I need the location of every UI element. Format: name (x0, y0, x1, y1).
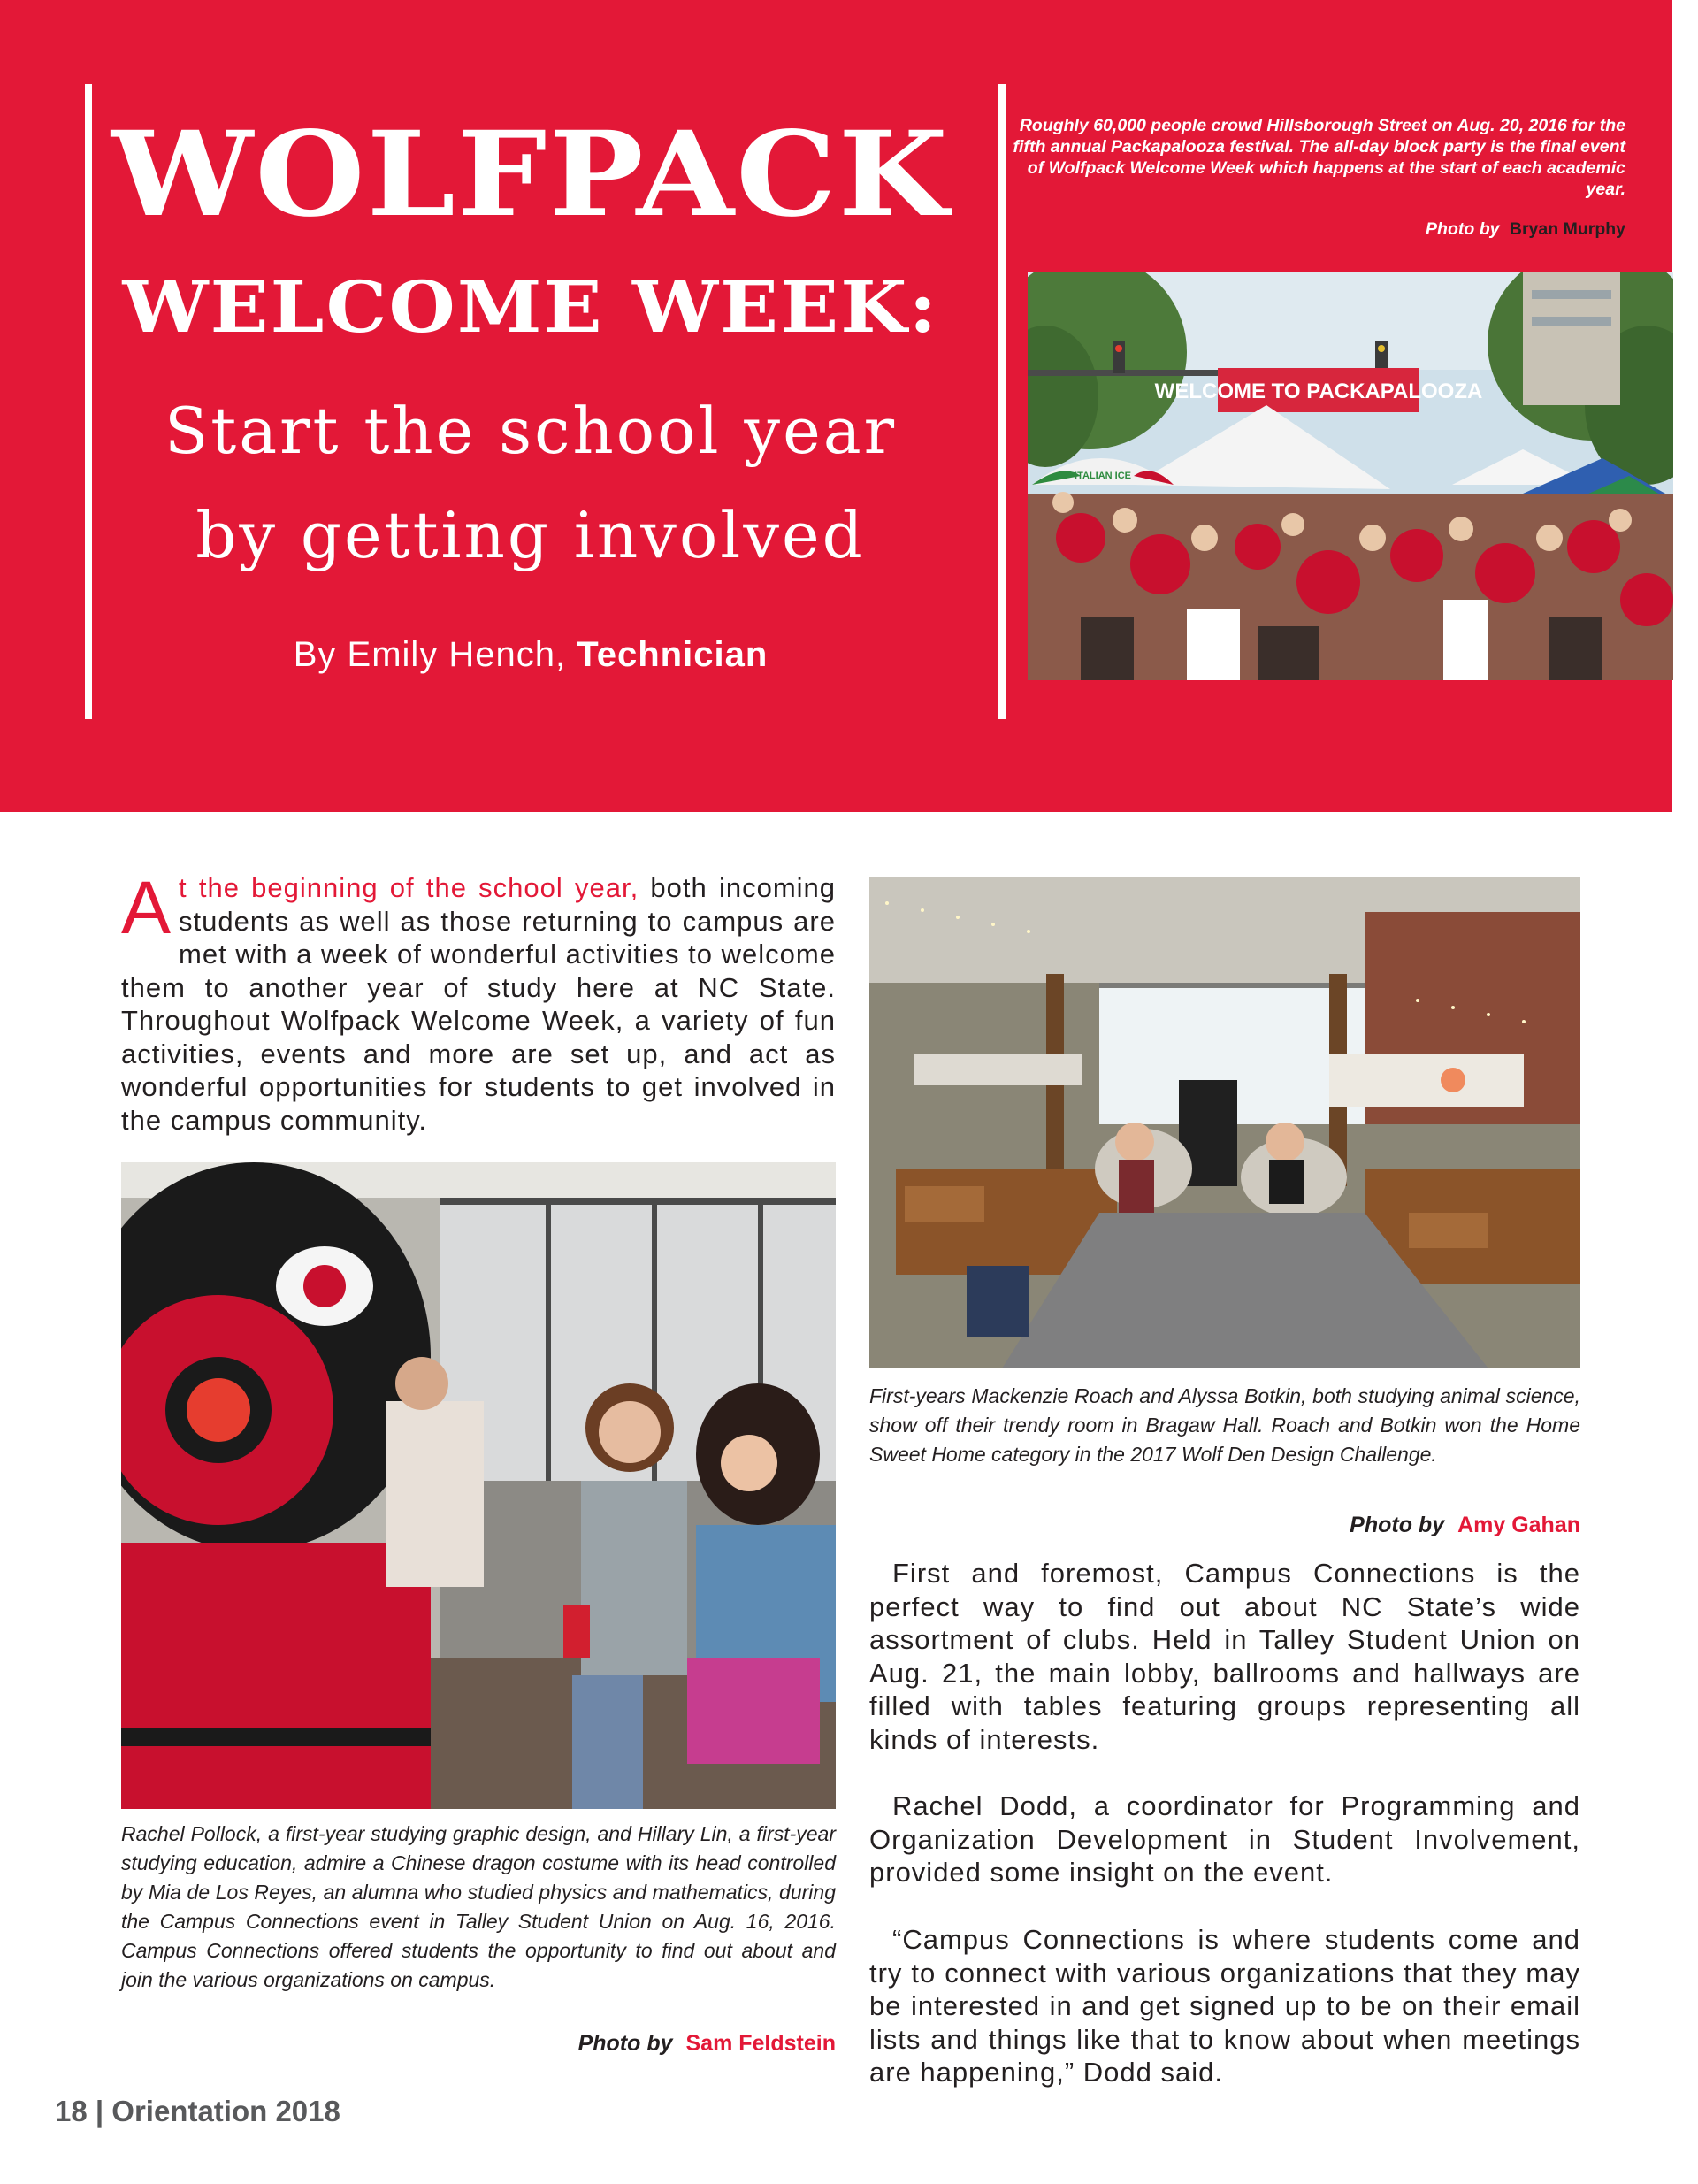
packapalooza-sign-text: WELCOME TO PACKAPALOOZA (1154, 379, 1483, 403)
dragon-photo-caption: Rachel Pollock, a first-year studying graphic design, and Hillary Lin, a first-year studying education, admire a Chinese dragon costume with its head controlled by Mia de Los Reyes, an alumna who studied physics and mathematics, during the Campus Connections event in Talley Student Union on Aug. 16, 2016. Campus Connections offered students the opportunity to find out about and join the various organizations on campus. (121, 1822, 836, 1991)
article-paragraph-3: “Campus Connections is where students come and try to connect with various organizations that they may be interested in and get signed up to be on their email lists and things like that to know about when meetings are happening,” Dodd said. (869, 1924, 1580, 2088)
dorm-photo-credit (1194, 1513, 1580, 1538)
intro-body: both incoming students as well as those returning to campus are met with a week of wonderful activities to welcome them to another year of study here at NC State. Throughout Wolfpack Welcome Week, a variety of fun activities, events and more are set up, and act as wonderful opportunities for students to get involved in the campus community. (121, 872, 837, 1136)
intro-paragraph (121, 866, 837, 1137)
intro-lead-in: t the beginning of the school year, (179, 872, 639, 903)
byline-outlet: Technician (577, 635, 769, 674)
page-folio: 18 | Orientation 2018 (55, 2095, 340, 2127)
subheadline-line-2: by getting involved (195, 498, 866, 572)
dorm-photo-credit-label: Photo by (1350, 1513, 1445, 1537)
byline (88, 635, 973, 675)
packapalooza-photo (1028, 272, 1673, 680)
dragon-photo-credit-label: Photo by (577, 2031, 673, 2056)
top-photo-credit-name: Bryan Murphy (1509, 219, 1625, 239)
dorm-photo-credit-name: Amy Gahan (1457, 1513, 1580, 1537)
dragon-costume-photo (121, 1162, 836, 1809)
top-photo-caption: Roughly 60,000 people crowd Hillsborough Street on Aug. 20, 2016 for the fifth annual Packapalooza festival. The all-day block party is the final event of Wolfpack Welcome Week which happens at the start of each academic year. (1013, 116, 1625, 199)
subheadline (88, 379, 973, 587)
dragon-photo-credit-name: Sam Feldstein (685, 2031, 836, 2056)
umbrella-text: ITALIAN ICE (1075, 471, 1131, 481)
article-paragraph-2: Rachel Dodd, a coordinator for Programming and Organization Development in Student Involvement, provided some insight on the event. (869, 1790, 1580, 1888)
article-paragraph-1: First and foremost, Campus Connections is the perfect way to find out about NC State’s wide assortment of clubs. Held in Talley Student Union on Aug. 21, the main lobby, ballrooms and hallways are filled with tables featuring groups representing all kinds of interests. (869, 1558, 1580, 1755)
subheadline-line-1: Start the school year (164, 394, 898, 468)
headline-line-1: WOLFPACK (111, 106, 950, 243)
drop-cap: A (121, 866, 172, 949)
top-photo-credit-label: Photo by (1426, 219, 1500, 239)
top-photo-credit (1238, 219, 1625, 240)
byline-author: By Emily Hench, (293, 635, 567, 674)
headline-line-2: WELCOME WEEK: (122, 265, 939, 349)
dorm-room-photo (869, 877, 1580, 1368)
dorm-photo-caption: First-years Mackenzie Roach and Alyssa Botkin, both studying animal science, show off their trendy room in Bragaw Hall. Roach and Botkin won the Home Sweet Home category in the 2017 Wolf Den Design Challenge. (869, 1384, 1580, 1466)
dragon-photo-credit (442, 2031, 836, 2057)
